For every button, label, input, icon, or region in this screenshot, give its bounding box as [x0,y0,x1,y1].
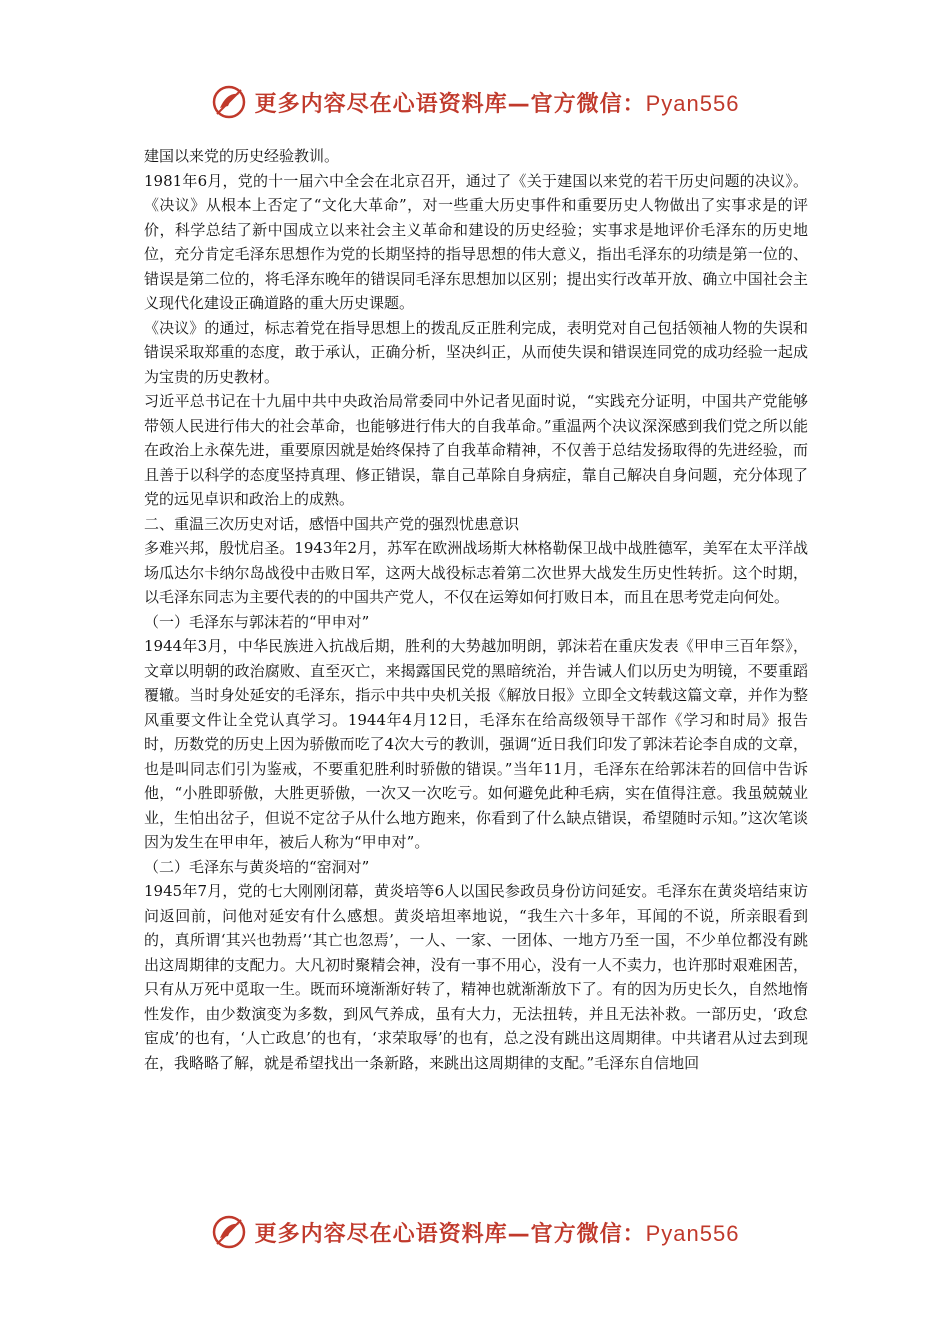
paragraph: 《决议》的通过，标志着党在指导思想上的拨乱反正胜利完成，表明党对自己包括领袖人物的失误和错误采取郑重的态度，敢于承认，正确分析，坚决纠正，从而使失误和错误连同党的成功经验一起成为宝贵的历史教材。 [144,318,808,386]
subsection-heading: （二）毛泽东与黄炎培的“窑洞对” [144,857,370,876]
paragraph: 1944年3月，中华民族进入抗战后期，胜利的大势越加明朗，郭沫若在重庆发表《甲申三百年祭》，文章以明朝的政治腐败、直至灭亡，来揭露国民党的黑暗统治，并告诫人们以历史为明镜，不要重蹈覆辙。当时身处延安的毛泽东，指示中共中央机关报《解放日报》立即全文转载这篇文章，并作为整风重要文件让全党认真学习。1944年4月12日，毛泽东在给高级领导干部作《学习和时局》报告时，历数党的历史上因为骄傲而吃了4次大亏的教训，强调“近日我们印发了郭沫若论李自成的文章，也是叫同志们引为鉴戒，不要重犯胜利时骄傲的错误。”当年11月，毛泽东在给郭沫若的回信中告诉他，“小胜即骄傲，大胜更骄傲，一次又一次吃亏。如何避免此种毛病，实在值得注意。我虽兢兢业业，生怕出岔子，但说不定岔子从什么地方跑来，你看到了什么缺点错误，希望随时示知。”这次笔谈因为发生在甲申年，被后人称为“甲申对”。 [144,637,808,851]
brand-logo-icon [211,84,249,120]
document-body [144,144,808,1075]
paragraph: 建国以来党的历史经验教训。 [144,147,340,165]
brand-logo-icon [211,1214,249,1250]
paragraph: 习近平总书记在十九届中共中央政治局常委同中外记者见面时说，“实践充分证明，中国共产党能够带领人民进行伟大的社会革命，也能够进行伟大的自我革命。”重温两个决议深深感到我们党之所以能在政治上永葆先进，重要原因就是始终保持了自我革命精神，不仅善于总结发扬取得的先进经验，而且善于以科学的态度坚持真理、修正错误，靠自己革除自身病症，靠自己解决自身问题，充分体现了党的远见卓识和政治上的成熟。 [144,392,808,508]
paragraph: 多难兴邦，殷忧启圣。1943年2月，苏军在欧洲战场斯大林格勒保卫战中战胜德军，美军在太平洋战场瓜达尔卡纳尔岛战役中击败日军，这两大战役标志着第二次世界大战发生历史性转折。这个时期，以毛泽东同志为主要代表的的中国共产党人，不仅在运筹如何打败日本，而且在思考党走向何处。 [144,539,808,606]
paragraph: 1981年6月，党的十一届六中全会在北京召开，通过了《关于建国以来党的若干历史问题的决议》。《决议》从根本上否定了“文化大革命”，对一些重大历史事件和重要历史人物做出了实事求是的评价，科学总结了新中国成立以来社会主义革命和建设的历史经验；实事求是地评价毛泽东的历史地位，充分肯定毛泽东思想作为党的长期坚持的指导思想的伟大意义，指出毛泽东的功绩是第一位的、错误是第二位的，将毛泽东晚年的错误同毛泽东思想加以区别；提出实行改革开放、确立中国社会主义现代化建设正确道路的重大历史课题。 [144,171,808,312]
watermark-banner-top [0,82,950,122]
paragraph: 1945年7月，党的七大刚刚闭幕，黄炎培等6人以国民参政员身份访问延安。毛泽东在黄炎培结束访问返回前，问他对延安有什么感想。黄炎培坦率地说，“我生六十多年，耳闻的不说，所亲眼看到的，真所谓‘其兴也勃焉’‘其亡也忽焉’，一人、一家、一团体、一地方乃至一国，不少单位都没有跳出这周期律的支配力。大凡初时聚精会神，没有一事不用心，没有一人不卖力，也许那时艰难困苦，只有从万死中觅取一生。既而环境渐渐好转了，精神也就渐渐放下了。有的因为历史长久，自然地惰性发作，由少数演变为多数，到风气养成，虽有大力，无法扭转，并且无法补救。一部历史，‘政怠宦成’的也有，‘人亡政息’的也有，‘求荣取辱’的也有，总之没有跳出这周期律。中共诸君从过去到现在，我略略了解，就是希望找出一条新路，来跳出这周期律的支配。”毛泽东自信地回 [144,882,808,1072]
watermark-text: 更多内容尽在心语资料库—官方微信：Pyan556 [254,1220,740,1247]
watermark-text: 更多内容尽在心语资料库—官方微信：Pyan556 [254,90,740,117]
section-heading: 二、重温三次历史对话，感悟中国共产党的强烈忧患意识 [144,514,520,533]
watermark-banner-bottom [0,1212,950,1252]
subsection-heading: （一）毛泽东与郭沫若的“甲申对” [144,612,370,631]
